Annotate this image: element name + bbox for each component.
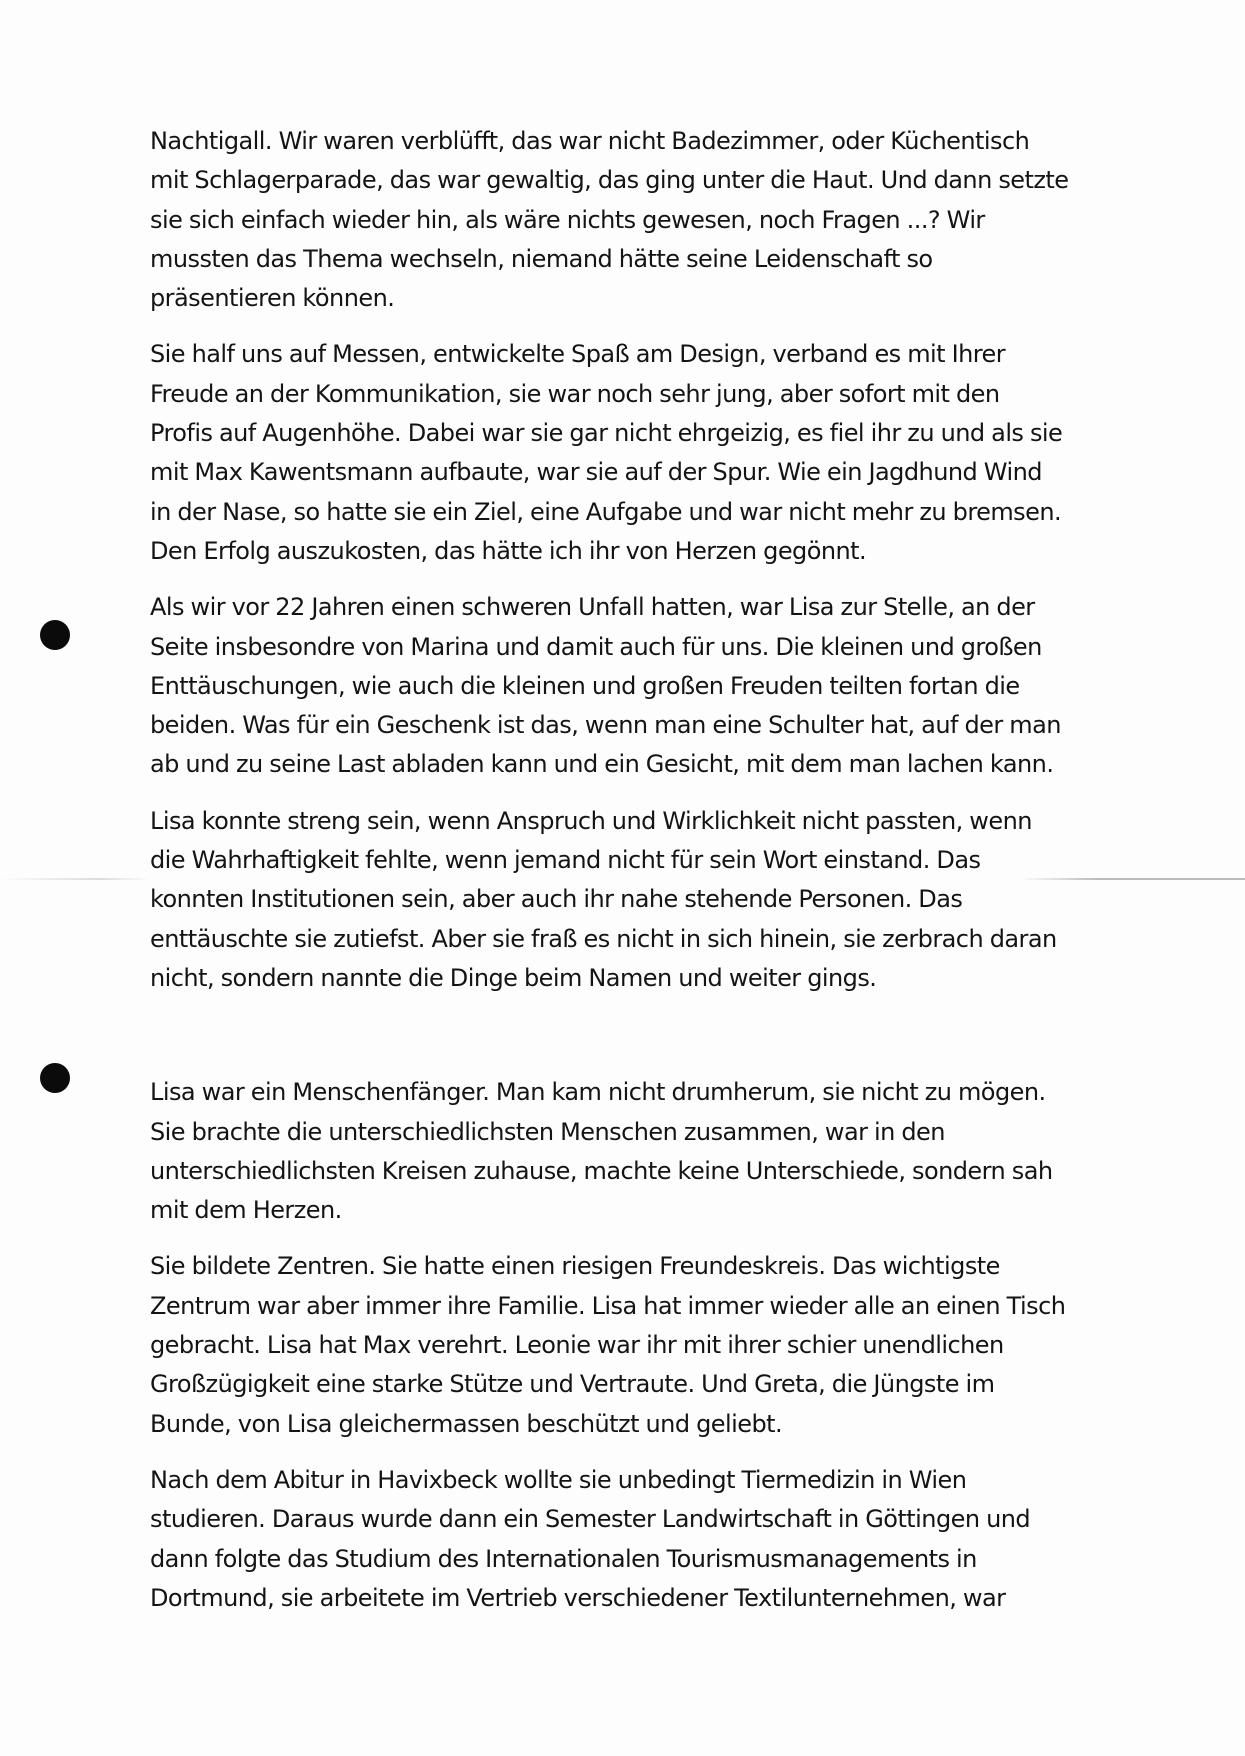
text-line: in der Nase, so hatte sie ein Ziel, eine Aufgabe und war nicht mehr zu bremsen. — [150, 497, 1062, 526]
text-line: ab und zu seine Last abladen kann und ein Gesicht, mit dem man lachen kann. — [150, 750, 1054, 779]
text-line: Enttäuschungen, wie auch die kleinen und großen Freuden teilten fortan die — [150, 671, 1020, 700]
text-line: Großzügigkeit eine starke Stütze und Vertraute. Und Greta, die Jüngste im — [150, 1370, 995, 1399]
text-line: Sie brachte die unterschiedlichsten Menschen zusammen, war in den — [150, 1117, 945, 1146]
paragraph-gap — [150, 1015, 1135, 1073]
text-line: Profis auf Augenhöhe. Dabei war sie gar nicht ehrgeizig, es fiel ihr zu und als sie — [150, 419, 1063, 448]
text-line: mit Schlagerparade, das war gewaltig, das ging unter die Haut. Und dann setzte — [150, 166, 1069, 195]
text-line: Zentrum war aber immer ihre Familie. Lisa hat immer wieder alle an einen Tisch — [150, 1291, 1066, 1320]
paragraph — [150, 335, 1135, 571]
text-line: Nach dem Abitur in Havixbeck wollte sie unbedingt Tiermedizin in Wien — [150, 1465, 967, 1494]
text-line: Nachtigall. Wir waren verblüfft, das war nicht Badezimmer, oder Küchentisch — [150, 127, 1030, 155]
text-line: Sie half uns auf Messen, entwickelte Spaß am Design, verband es mit Ihrer — [150, 340, 1006, 369]
text-line: Als wir vor 22 Jahren einen schweren Unfall hatten, war Lisa zur Stelle, an der — [150, 593, 1035, 622]
text-line: mit dem Herzen. — [150, 1196, 342, 1225]
text-line: mit Max Kawentsmann aufbaute, war sie auf der Spur. Wie ein Jagdhund Wind — [150, 458, 1042, 487]
letter-body — [150, 122, 1135, 1635]
text-line: dann folgte das Studium des Internationalen Tourismusmanagements in — [150, 1544, 977, 1573]
text-line: Lisa war ein Menschenfänger. Man kam nicht drumherum, sie nicht zu mögen. — [150, 1078, 1046, 1107]
text-line: Sie bildete Zentren. Sie hatte einen riesigen Freundeskreis. Das wichtigste — [150, 1252, 1000, 1281]
paragraph — [150, 588, 1135, 784]
text-line: gebracht. Lisa hat Max verehrt. Leonie war ihr mit ihrer schier unendlichen — [150, 1331, 1004, 1360]
text-line: die Wahrhaftigkeit fehlte, wenn jemand nicht für sein Wort einstand. Das — [150, 846, 981, 875]
text-line: Freude an der Kommunikation, sie war noch sehr jung, aber sofort mit den — [150, 379, 1000, 408]
text-line: konnten Institutionen sein, aber auch ihr nahe stehende Personen. Das — [150, 885, 963, 914]
text-line: studieren. Daraus wurde dann ein Semester Landwirtschaft in Göttingen und — [150, 1505, 1031, 1534]
paragraph — [150, 122, 1135, 318]
text-line: Bunde, von Lisa gleichermassen beschützt und geliebt. — [150, 1409, 783, 1438]
text-line: enttäuschte sie zutiefst. Aber sie fraß es nicht in sich hinein, sie zerbrach daran — [150, 924, 1057, 953]
punch-hole — [40, 620, 70, 650]
paragraph — [150, 802, 1135, 998]
text-line: mussten das Thema wechseln, niemand hätte seine Leidenschaft so — [150, 244, 933, 273]
text-line: Den Erfolg auszukosten, das hätte ich ihr von Herzen gegönnt. — [150, 536, 867, 565]
text-line: Seite insbesondre von Marina und damit auch für uns. Die kleinen und großen — [150, 632, 1042, 661]
text-line: präsentieren können. — [150, 284, 395, 313]
paragraph — [150, 1073, 1135, 1230]
text-line: sie sich einfach wieder hin, als wäre nichts gewesen, noch Fragen ...? Wir — [150, 205, 985, 234]
text-line: beiden. Was für ein Geschenk ist das, wenn man eine Schulter hat, auf der man — [150, 711, 1061, 740]
text-line: Lisa konnte streng sein, wenn Anspruch und Wirklichkeit nicht passten, wenn — [150, 806, 1032, 835]
text-line: nicht, sondern nannte die Dinge beim Namen und weiter gings. — [150, 963, 877, 992]
text-line: unterschiedlichsten Kreisen zuhause, machte keine Unterschiede, sondern sah — [150, 1156, 1053, 1185]
paragraph — [150, 1461, 1135, 1618]
punch-hole — [40, 1063, 70, 1093]
text-line: Dortmund, sie arbeitete im Vertrieb verschiedener Textilunternehmen, war — [150, 1583, 1006, 1612]
paragraph — [150, 1247, 1135, 1443]
